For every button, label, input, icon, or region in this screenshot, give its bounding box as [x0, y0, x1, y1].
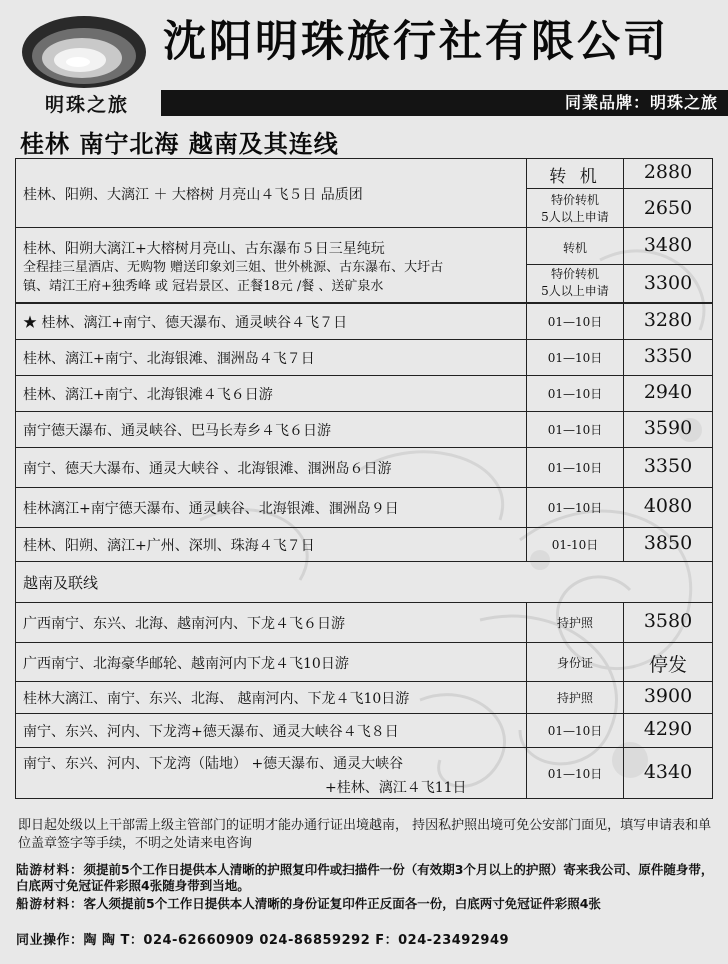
price: 3480	[643, 234, 693, 256]
price: 2940	[643, 381, 693, 403]
route-name: 南宁、德天大瀑布、通灵大峡谷 、北海银滩、涠洲岛６日游	[23, 461, 392, 477]
route-detail: 全程挂三星酒店、无购物 赠送印象刘三姐、世外桃源、古东瀑布、大圩古 镇、靖江王府+独秀峰 或 冠岩景区、正餐18元 /餐 、送矿泉水	[23, 260, 444, 294]
itinerary-table	[15, 158, 713, 814]
route-name: 南宁德天瀑布、通灵峡谷、巴马长寿乡４飞６日游	[23, 423, 331, 439]
land-text: 须提前5个工作日提供本人清晰的护照复印件或扫描件一份（有效期3个月以上的护照）寄来我公司、原件随身带，白底两寸免冠证件彩照4张随身带到当地。	[16, 862, 714, 893]
logo-text: 明珠之旅	[44, 94, 129, 116]
pearl-logo-icon	[20, 10, 148, 90]
route-name: 广西南宁、北海豪华邮轮、越南河内下龙４飞10日游	[23, 656, 349, 672]
notice-text: 即日起处级以上干部需上级主管部门的证明才能办通行证出境越南， 持因私护照出境可免公安部门面见，填写申请表和单位盖章签字等手续，不明之处请来电咨询	[18, 818, 712, 851]
vietnam-heading: 越南及联线	[23, 574, 99, 592]
route-name: 桂林、阳朔、大漓江 ＋ 大榕树 月亮山４飞５日 品质团	[23, 187, 363, 203]
price: 2650	[643, 197, 693, 219]
price: 4080	[643, 495, 693, 517]
route-name: 桂林漓江+南宁德天瀑布、通灵峡谷、北海银滩、涠洲岛９日	[23, 501, 399, 517]
route-name-line2: +桂林、漓江４飞11日	[325, 780, 467, 796]
price: 2880	[643, 161, 693, 183]
condition-label: 01—10日	[547, 423, 603, 437]
route-name: 桂林、阳朔大漓江+大榕树月亮山、古东瀑布５日三星纯玩	[23, 241, 385, 257]
price: 停发	[648, 654, 687, 676]
land-requirements	[16, 862, 721, 894]
condition-label: 特价转机 5人以上申请	[541, 267, 609, 298]
route-name: 南宁、东兴、河内、下龙湾+德天瀑布、通灵大峡谷４飞８日	[23, 724, 399, 740]
condition-label: 身份证	[556, 656, 593, 670]
condition-label: 01—10日	[547, 501, 603, 515]
ship-text: 客人须提前5个工作日提供本人清晰的身份证复印件正反面各一份，白底两寸免冠证件彩照4张	[83, 896, 601, 911]
route-name: ★ 桂林、漓江+南宁、德天瀑布、通灵峡谷４飞７日	[23, 315, 348, 331]
price: 3580	[643, 610, 693, 632]
condition-label: 特价转机 5人以上申请	[541, 193, 609, 224]
route-name: 桂林、漓江+南宁、北海银滩４飞６日游	[23, 387, 273, 403]
condition-label: 01—10日	[547, 724, 603, 738]
condition-label: 转机	[562, 241, 587, 255]
price: 3350	[643, 455, 693, 477]
price: 3280	[643, 309, 693, 331]
brand-bar: 同業品牌：明珠之旅	[161, 90, 728, 116]
company-name: 沈阳明珠旅行社有限公司	[163, 17, 669, 67]
ship-label: 船游材料：	[16, 896, 84, 911]
condition-label: 持护照	[556, 691, 593, 705]
condition-label: 01—10日	[547, 767, 603, 781]
route-name: 桂林、阳朔、漓江+广州、深圳、珠海４飞７日	[23, 538, 315, 554]
price: 3850	[643, 532, 693, 554]
route-name: 广西南宁、东兴、北海、越南河内、下龙４飞６日游	[23, 616, 345, 632]
price: 4340	[643, 761, 693, 783]
condition-label: 01—10日	[547, 387, 603, 401]
price: 4290	[643, 718, 693, 740]
route-name: 南宁、东兴、河内、下龙湾（陆地） +德天瀑布、通灵大峡谷	[23, 756, 404, 772]
ship-requirements	[16, 896, 721, 912]
price: 3590	[643, 417, 693, 439]
route-name: 桂林、漓江+南宁、北海银滩、涠洲岛４飞７日	[23, 351, 315, 367]
price: 3300	[643, 272, 693, 294]
company-logo	[14, 6, 154, 116]
condition-label: 持护照	[556, 616, 593, 630]
condition-label: 01—10日	[547, 461, 603, 475]
condition-label: 转 机	[549, 167, 601, 187]
section-title: 桂林 南宁北海 越南及其连线	[20, 130, 339, 158]
contact-line: 同业操作：陶 陶 T：024-62660909 024-86859292 F：024-23492949	[16, 933, 510, 948]
condition-label: 01—10日	[547, 351, 603, 365]
price: 3350	[643, 345, 693, 367]
condition-label: 01—10日	[547, 315, 603, 329]
vietnam-heading-row	[15, 561, 713, 603]
price: 3900	[643, 685, 693, 707]
land-label: 陆游材料：	[16, 862, 84, 877]
route-name: 桂林大漓江、南宁、东兴、北海、 越南河内、下龙４飞10日游	[23, 691, 410, 707]
condition-label: 01-10日	[551, 538, 599, 552]
